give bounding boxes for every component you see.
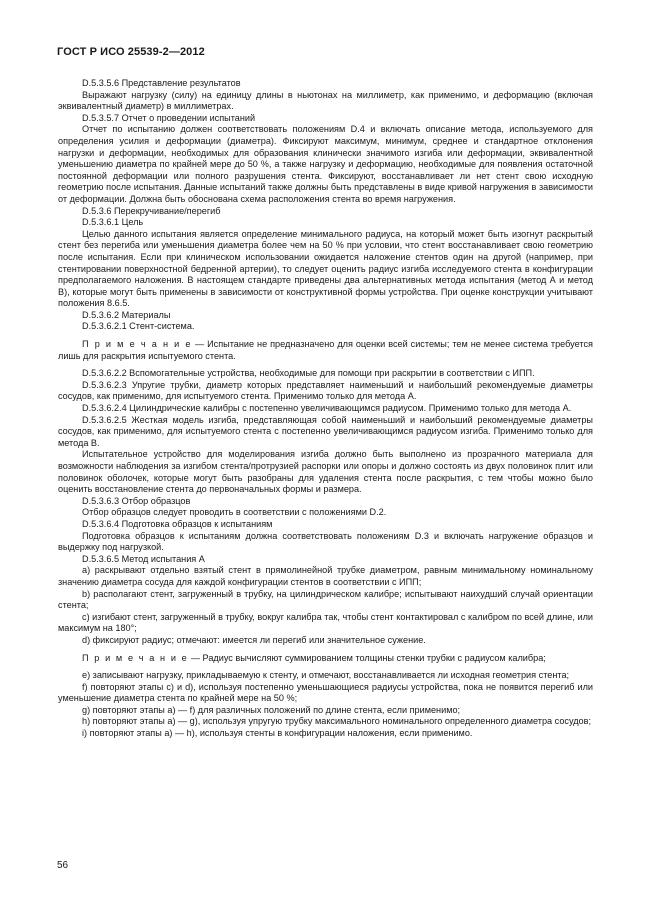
paragraph [58, 321, 593, 333]
paragraph [58, 705, 593, 717]
paragraph-text: D.5.3.6.4 Подготовка образцов к испытаниям [82, 518, 273, 529]
paragraph-text: g) повторяют этапы a) — f) для различных положений по длине стента, если применимо; [82, 704, 461, 715]
paragraph-text: D.5.3.6.3 Отбор образцов [82, 495, 191, 506]
paragraph [58, 415, 593, 450]
paragraph [58, 449, 593, 495]
paragraph [58, 496, 593, 508]
note-paragraph [58, 339, 593, 362]
paragraph-text: f) повторяют этапы c) и d), используя постепенно уменьшающиеся радиусы устройства, пока не появится перегиб или уменьшение диаметра стента по крайней мере на 50 %; [58, 681, 593, 704]
paragraph [58, 310, 593, 322]
paragraph [58, 217, 593, 229]
paragraph [58, 554, 593, 566]
document-header: ГОСТ Р ИСО 25539-2—2012 [57, 46, 205, 58]
document-body [58, 78, 593, 740]
paragraph-text: — Радиус вычисляют суммированием толщины стенки трубки с радиусом калибра; [188, 652, 546, 663]
paragraph [58, 113, 593, 125]
paragraph-text: D.5.3.6.1 Цель [82, 217, 144, 228]
paragraph-text: Подготовка образцов к испытаниям должна соответствовать положениям D.3 и включать нагружение образцов и выдержку под нагрузкой. [58, 530, 593, 553]
paragraph [58, 682, 593, 705]
paragraph [58, 368, 593, 380]
paragraph [58, 90, 593, 113]
paragraph-text: D.5.3.6.5 Метод испытания А [82, 553, 205, 564]
paragraph-text: D.5.3.6.2 Материалы [82, 309, 171, 320]
paragraph-text: c) изгибают стент, загруженный в трубку, вокруг калибра так, чтобы стент контактировал с калибром по всей длине, или максимум на 180°; [58, 611, 593, 634]
page-number: 56 [57, 860, 69, 871]
paragraph-text: D.5.3.6 Перекручивание/перегиб [82, 205, 221, 216]
paragraph-text: — Испытание не предназначено для оценки всей системы; тем не менее система требуется лишь для раскрытия испытуемого стента. [58, 339, 593, 361]
note-label: П р и м е ч а н и е [82, 652, 189, 663]
paragraph [58, 124, 593, 205]
paragraph-text: D.5.3.5.6 Представление результатов [82, 78, 241, 88]
note-paragraph [58, 653, 593, 665]
note-label: П р и м е ч а н и е [82, 339, 193, 350]
paragraph-text: b) располагают стент, загруженный в трубку, на цилиндрическом калибре; испытывают наихудший случай ориентации стента; [58, 588, 593, 611]
paragraph [58, 589, 593, 612]
paragraph [58, 507, 593, 519]
paragraph [58, 206, 593, 218]
paragraph [58, 635, 593, 647]
paragraph-text: d) фиксируют радиус; отмечают: имеется ли перегиб или значительное сужение. [82, 634, 426, 645]
paragraph [58, 670, 593, 682]
paragraph-text: D.5.3.6.2.1 Стент-система. [82, 321, 195, 332]
paragraph-text: D.5.3.6.2.5 Жесткая модель изгиба, представляющая собой наименьший и наибольший рекомендуемые диаметры сосудов, как применимо, для испытуемого стента с постепенно увеличивающимся радиусом изгиба. Применимо только для метода В. [58, 414, 593, 448]
paragraph-text: D.5.3.5.7 Отчет о проведении испытаний [82, 112, 256, 123]
paragraph-text: D.5.3.6.2.2 Вспомогательные устройства, необходимые для помощи при раскрытии в соответствии с ИПП. [82, 368, 535, 379]
paragraph-text: a) раскрывают отдельно взятый стент в прямолинейной трубке диаметром, равным минимальному номинальному значению диаметра сосуда для каждой конфигурации стентов в соответствии с ИПП; [58, 565, 593, 587]
paragraph-text: D.5.3.6.2.4 Цилиндрические калибры с постепенно увеличивающимся радиусом. Применимо только для метода А. [82, 403, 572, 414]
paragraph-text: Отчет по испытанию должен соответствовать положениям D.4 и включать описание метода, используемого для определения усилия и деформации (диаметра). Фиксируют максимум, минимум, среднее и стандартное отклонения нагрузки и деформации, необходимых для образования клинически значимого изгиба или деформации, эквивалентной уменьшению диаметра по крайней мере до 50 %, а также нагрузку и деформацию, необходимые для появления остаточной постоянной деформации или полного разрушения стента. Фиксируют, восстанавливает ли нет стент свою исходную геометрию после испытания. Данные испытаний также должны быть представлены в виде кривой нагружения в зависимости от деформации. Должна быть обоснована схема расположения стента во время нагружения. [58, 124, 593, 204]
paragraph [58, 519, 593, 531]
paragraph [58, 531, 593, 554]
paragraph-text: Отбор образцов следует проводить в соответствии с положениями D.2. [82, 507, 387, 518]
paragraph-text: D.5.3.6.2.3 Упругие трубки, диаметр которых представляет наименьший и наибольший рекомендуемые диаметры сосудов, как применимо, для испытуемого стента. Применимо только для метода А. [58, 379, 593, 402]
paragraph-text: e) записывают нагрузку, прикладываемую к стенту, и отмечают, восстанавливается ли исходная геометрия стента; [82, 670, 570, 681]
paragraph [58, 229, 593, 310]
paragraph [58, 716, 593, 728]
paragraph [58, 565, 593, 588]
paragraph-text: Выражают нагрузку (силу) на единицу длины в ньютонах на миллиметр, как применимо, и деформацию (включая эквивалентный диаметр) в миллиметрах. [58, 89, 593, 112]
paragraph [58, 78, 593, 90]
paragraph [58, 728, 593, 740]
paragraph-text: Испытательное устройство для моделирования изгиба должно быть выполнено из прозрачного материала для возможности наблюдения за изгибом стента/протрузией распорки или опоры и должно состоять из двух половинок плит или половинок оболочек, которые могут быть разобраны для удаления стента после раскрытия, с тем чтобы можно было оценить восстановление стента до первоначальных формы и размера. [58, 449, 593, 495]
paragraph-text: h) повторяют этапы a) — g), используя упругую трубку максимального номинального определенного диаметра сосудов; [82, 716, 591, 727]
paragraph-text: i) повторяют этапы a) — h), используя стенты в конфигурации наложения, если применимо. [82, 728, 473, 739]
paragraph-text: Целью данного испытания является определение минимального радиуса, на который может быть изогнут раскрытый стент без перегиба или уменьшения диаметра более чем на 50 % при условии, что стент восстанавливает свою геометрию после испытания. Если при клиническом использовании ожидается наложение стентов один на другой (например, при стентировании поверхностной бедренной артерии), то следует оценить радиус изгиба исследуемого стента в конфигурации предполагаемого наложения. В настоящем стандарте приведены два альтернативных метода испытания (метод А и метод В), которые могут быть применены в зависимости от конструктивной формы устройства. При оценке конструкции учитывают положения 8.6.5. [58, 228, 593, 309]
paragraph [58, 612, 593, 635]
paragraph [58, 380, 593, 403]
paragraph [58, 403, 593, 415]
